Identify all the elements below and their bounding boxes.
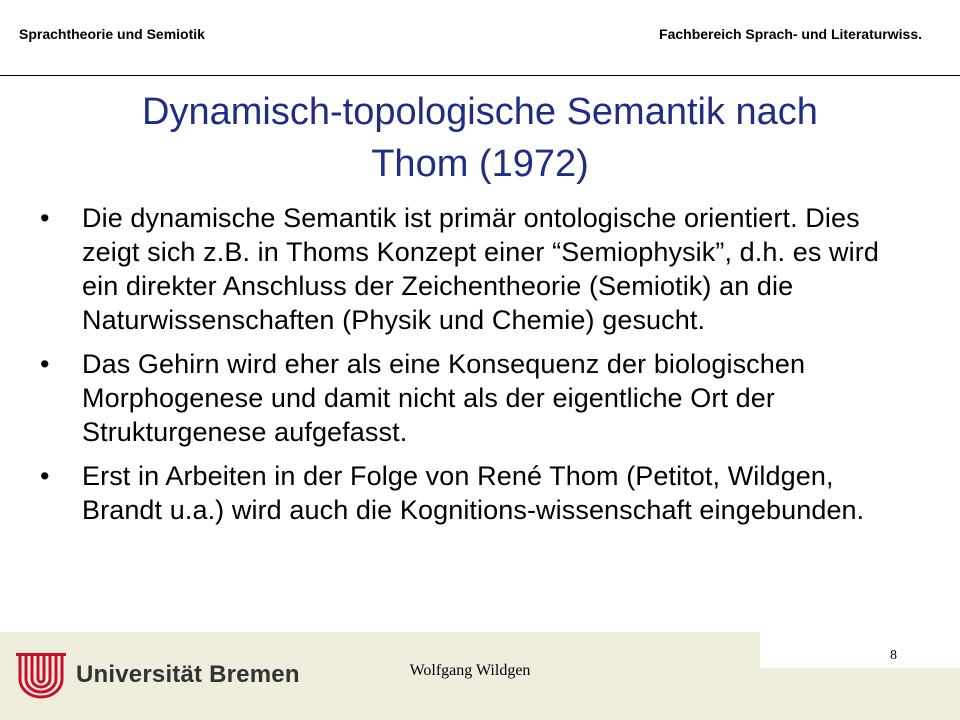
footer-right-band	[760, 668, 960, 720]
bullet-text: Erst in Arbeiten in der Folge von René Thom (Petitot, Wildgen, Brandt u.a.) wird auch die Kognitions-wissenschaft eingebunden.	[82, 461, 865, 525]
bullet-marker: •	[40, 349, 50, 379]
bullet-marker: •	[40, 461, 50, 491]
slide-title-line-1: Dynamisch-topologische Semantik nach	[142, 91, 818, 133]
bullet-marker: •	[40, 203, 50, 233]
header-right: Fachbereich Sprach- und Literaturwiss.	[659, 26, 922, 42]
header-left: Sprachtheorie und Semiotik	[19, 26, 205, 42]
university-bremen-logo-icon	[14, 651, 68, 699]
bullet-list	[40, 201, 900, 537]
university-logo	[14, 651, 300, 699]
bullet-item	[40, 201, 900, 337]
slide-title-line-2: Thom (1972)	[371, 143, 589, 185]
page-number: 8	[890, 648, 897, 663]
bullet-text: Das Gehirn wird eher als eine Konsequenz der biologischen Morphogenese und damit nicht als der eigentliche Ort der Strukturgenese aufgefasst.	[82, 349, 806, 447]
author-name: Wolfgang Wildgen	[409, 662, 531, 679]
header-rule	[0, 75, 960, 76]
bullet-item	[40, 347, 900, 449]
bullet-text: Die dynamische Semantik ist primär ontologische orientiert. Dies zeigt sich z.B. in Thoms Konzept einer “Semiophysik”, d.h. es wird ein direkter Anschluss der Zeichentheorie (Semiotik) an die Naturwissenschaften (Physik und Chemie) gesucht.	[82, 203, 879, 335]
university-name: Universität Bremen	[76, 661, 300, 688]
bullet-item	[40, 459, 900, 527]
slide-title	[60, 86, 900, 190]
